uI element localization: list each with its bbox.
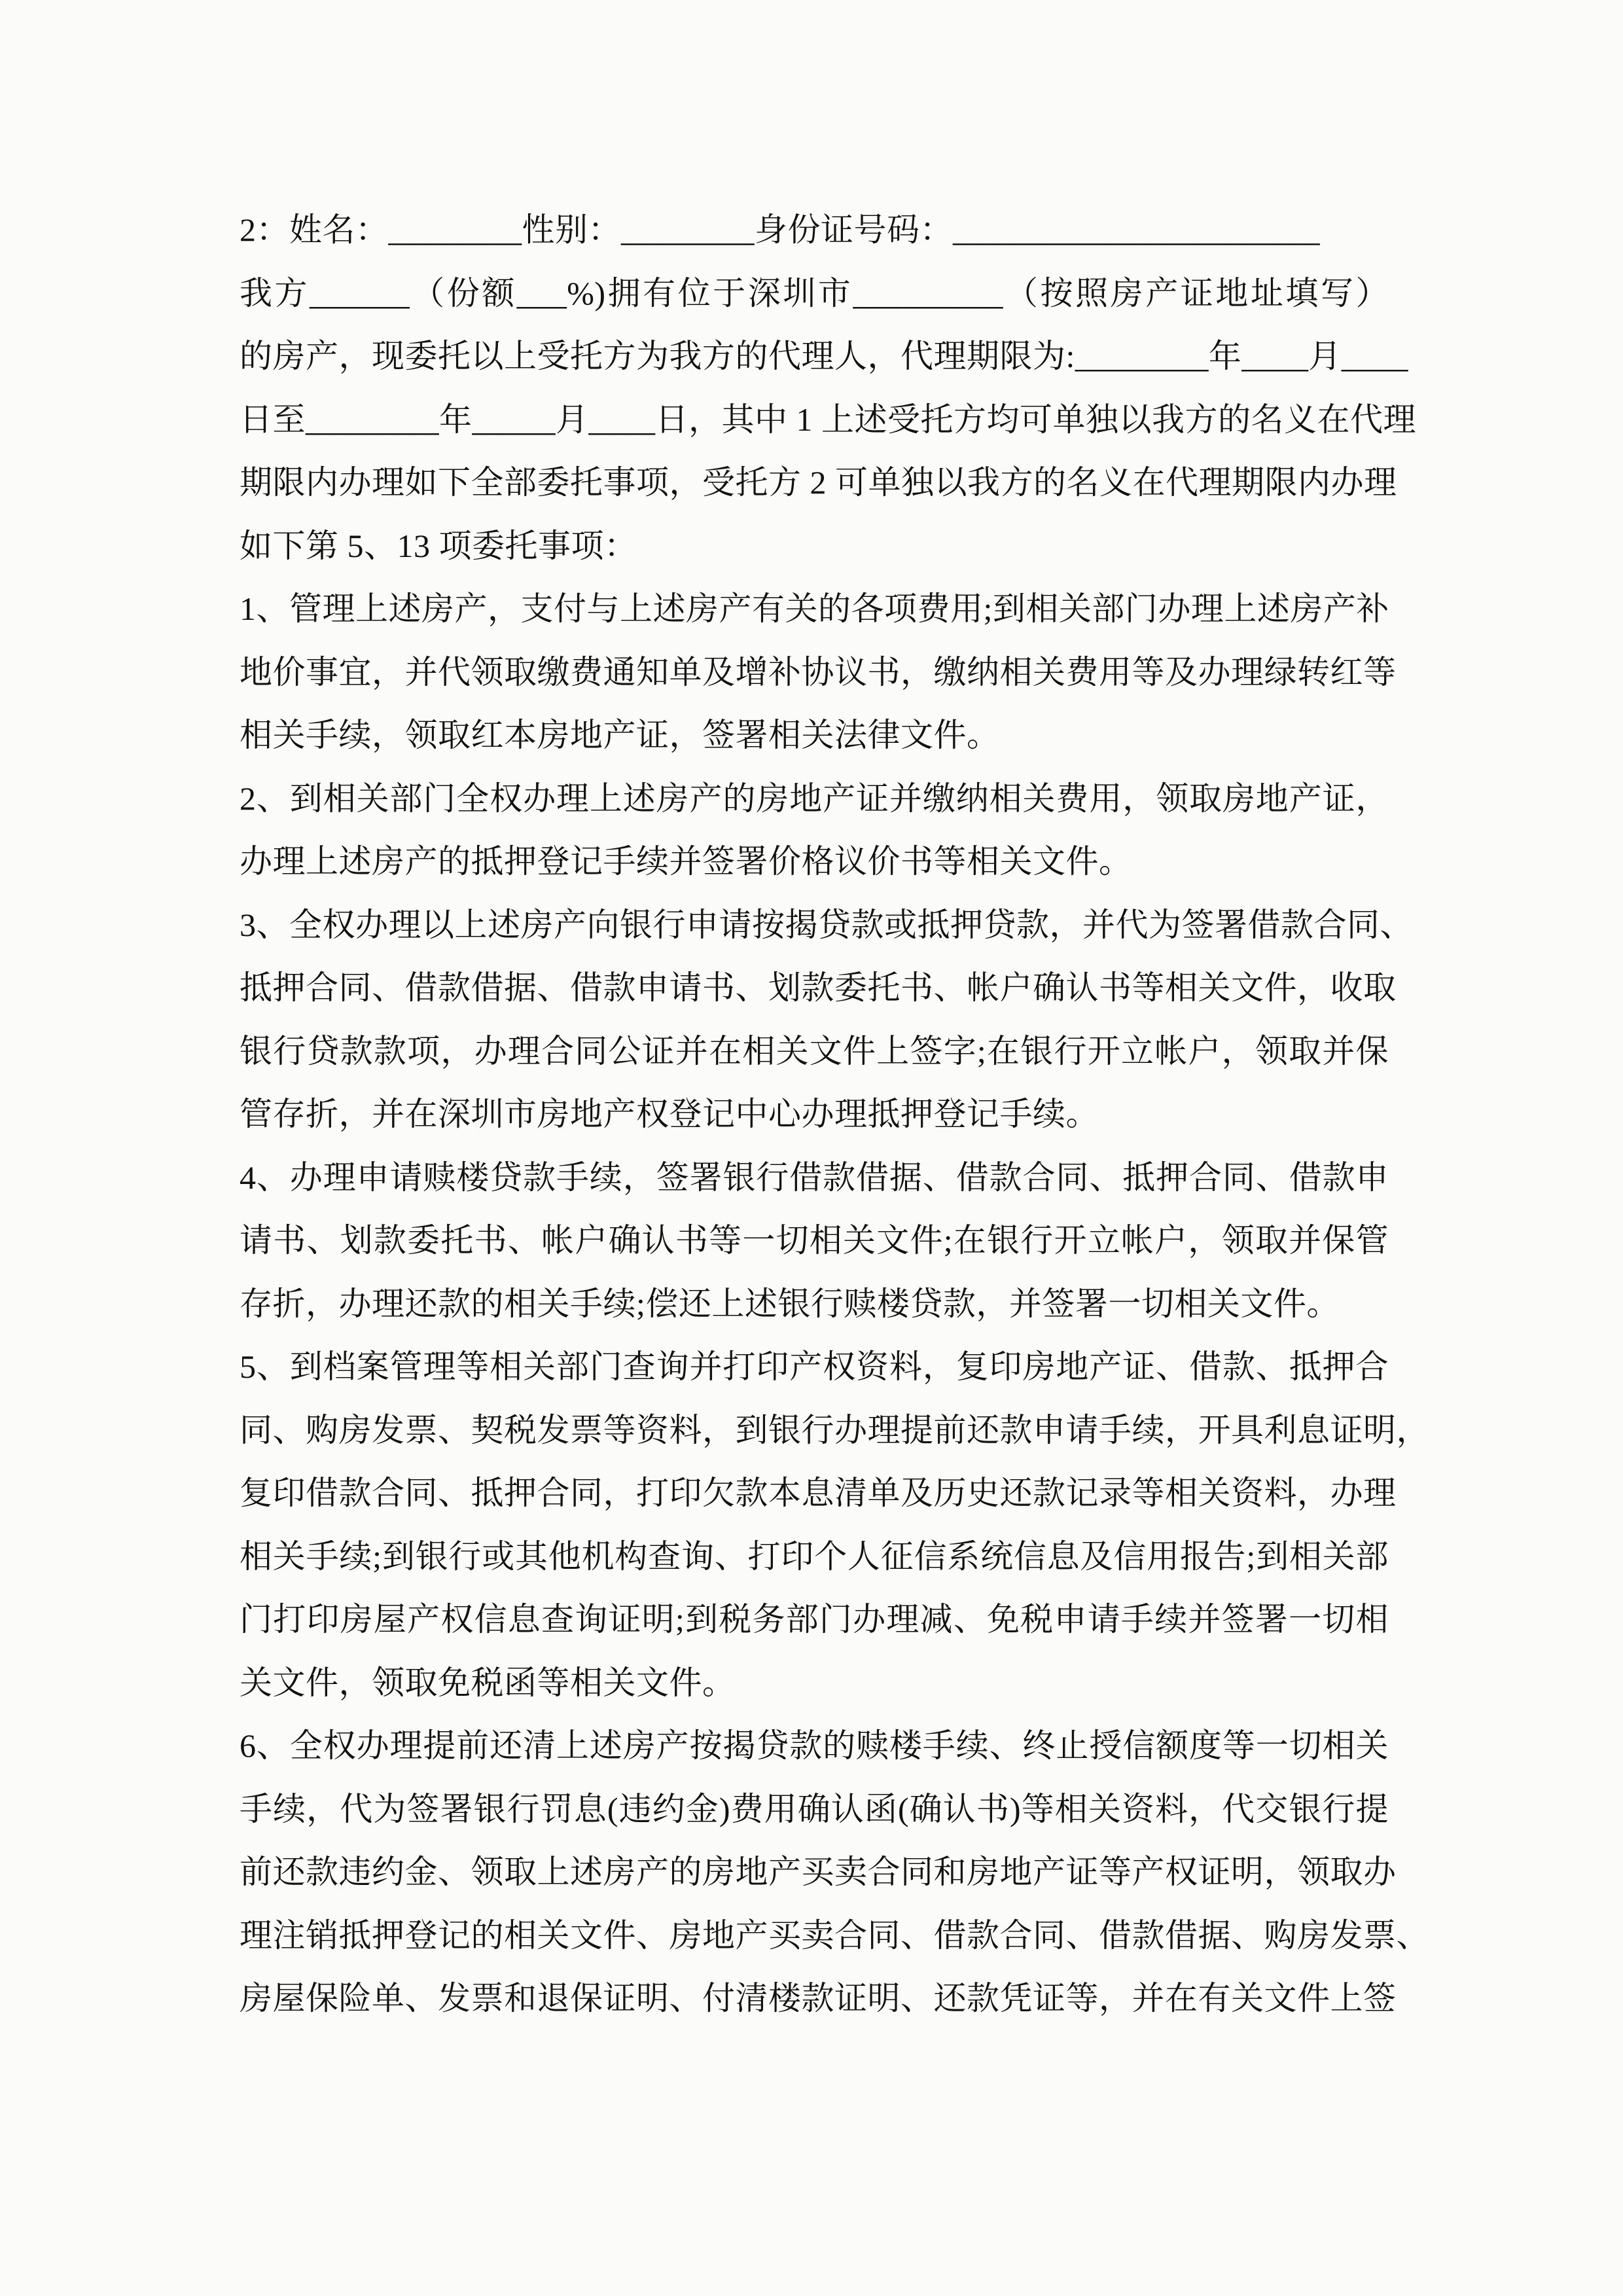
document-line: 复印借款合同、抵押合同，打印欠款本息清单及历史还款记录等相关资料，办理 (240, 1475, 1397, 1511)
document-line: 4、办理申请赎楼贷款手续，签署银行借款借据、借款合同、抵押合同、借款申 (240, 1158, 1389, 1196)
document-line: 日至________年_____月____日，其中 1 上述受托方均可单独以我方的名义在代理 (240, 401, 1416, 438)
document-line: 管存折，并在深圳市房地产权登记中心办理抵押登记手续。 (240, 1096, 1099, 1132)
document-line: 同、购房发票、契税发票等资料，到银行办理提前还款申请手续，开具利息证明， (240, 1411, 1429, 1448)
document-line: 请书、划款委托书、帐户确认书等一切相关文件;在银行开立帐户，领取并保管 (240, 1222, 1389, 1259)
document-line: 相关手续;到银行或其他机构查询、打印个人征信系统信息及信用报告;到相关部 (240, 1537, 1389, 1575)
document-line: 抵押合同、借款借据、借款申请书、划款委托书、帐户确认书等相关文件，收取 (240, 969, 1397, 1006)
document-line: 我方______（份额___%)拥有位于深圳市_________（按照房产证地址填写） (240, 274, 1389, 312)
document-line: 相关手续，领取红本房地产证，签署相关法律文件。 (240, 717, 1000, 753)
document-line: 1、管理上述房产，支付与上述房产有关的各项费用;到相关部门办理上述房产补 (240, 590, 1389, 627)
document-line: 5、到档案管理等相关部门查询并打印产权资料，复印房地产证、借款、抵押合 (240, 1348, 1389, 1385)
document-line: 门打印房屋产权信息查询证明;到税务部门办理减、免税申请手续并签署一切相 (240, 1601, 1389, 1638)
document-line: 的房产，现委托以上受托方为我方的代理人，代理期限为:________年____月____ (240, 338, 1408, 374)
document-line: 存折，办理还款的相关手续;偿还上述银行赎楼贷款，并签署一切相关文件。 (240, 1285, 1340, 1322)
document-line: 办理上述房产的抵押登记手续并签署价格议价书等相关文件。 (240, 843, 1132, 880)
document-line: 关文件，领取免税函等相关文件。 (240, 1664, 736, 1701)
document-line: 银行贷款款项，办理合同公证并在相关文件上签字;在银行开立帐户，领取并保 (240, 1032, 1389, 1069)
document-line: 如下第 5、13 项委托事项： (240, 527, 637, 564)
document-line: 2：姓名：________性别：________身份证号码：______________________ (240, 211, 1320, 248)
document-body (240, 198, 1429, 2030)
document-line: 前还款违约金、领取上述房产的房地产买卖合同和房地产证等产权证明，领取办 (240, 1854, 1397, 1890)
document-line: 房屋保险单、发票和退保证明、付清楼款证明、还款凭证等，并在有关文件上签 (240, 1980, 1397, 2017)
document-line: 3、全权办理以上述房产向银行申请按揭贷款或抵押贷款，并代为签署借款合同、 (240, 906, 1413, 943)
document-line: 地价事宜，并代领取缴费通知单及增补协议书，缴纳相关费用等及办理绿转红等 (240, 653, 1397, 691)
document-line: 2、到相关部门全权办理上述房产的房地产证并缴纳相关费用，领取房地产证， (240, 780, 1389, 817)
document-line: 理注销抵押登记的相关文件、房地产买卖合同、借款合同、借款借据、购房发票、 (240, 1916, 1429, 1954)
document-line: 手续，代为签署银行罚息(违约金)费用确认函(确认书)等相关资料，代交银行提 (240, 1790, 1389, 1827)
document-line: 期限内办理如下全部委托事项，受托方 2 可单独以我方的名义在代理期限内办理 (240, 464, 1397, 501)
document-line: 6、全权办理提前还清上述房产按揭贷款的赎楼手续、终止授信额度等一切相关 (240, 1727, 1389, 1764)
